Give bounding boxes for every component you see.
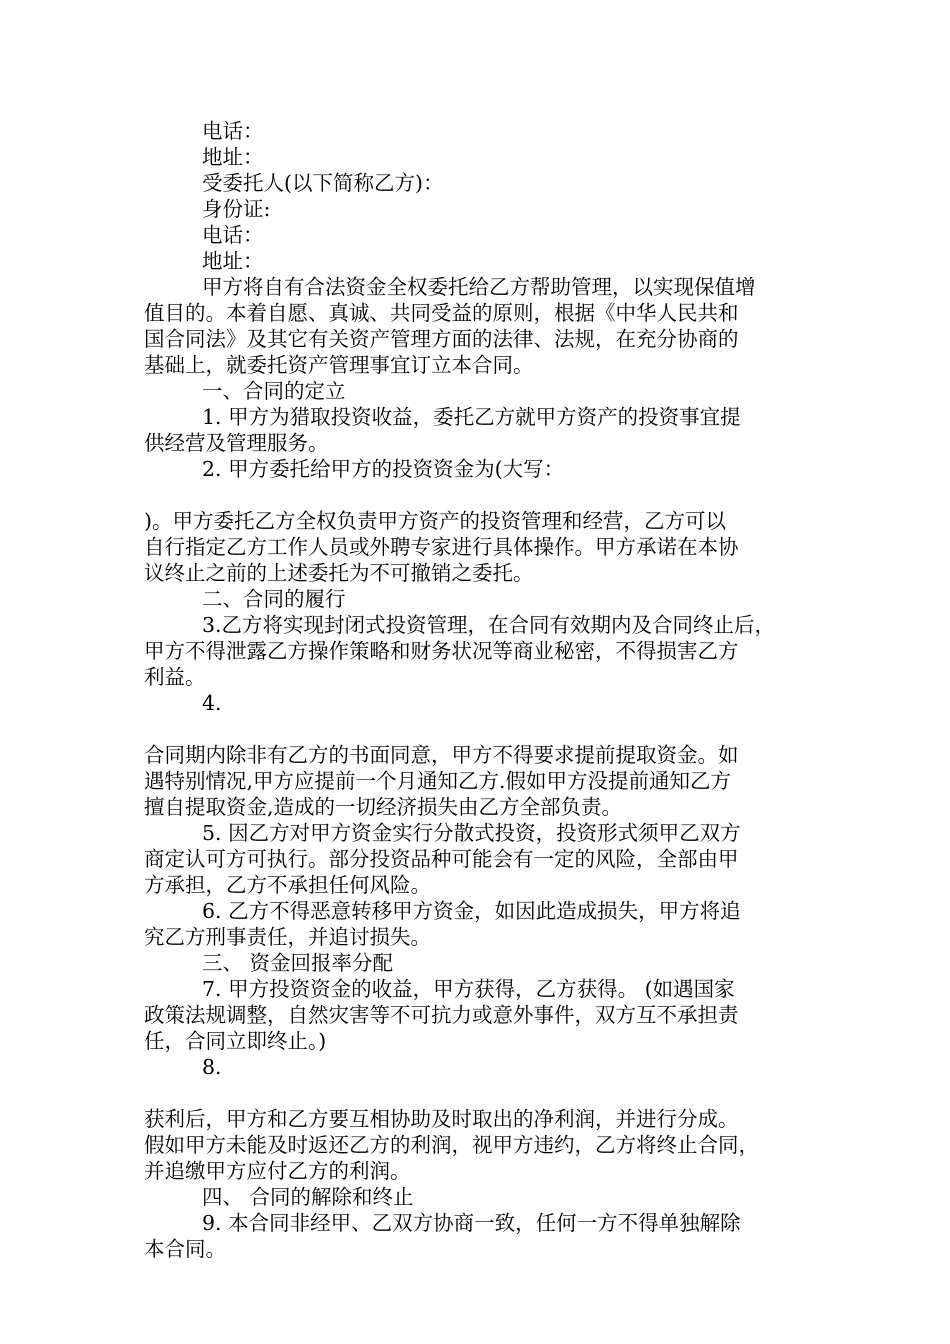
text-line: 7. 甲方投资资金的收益，甲方获得，乙方获得。 (如遇国家 <box>202 977 735 1001</box>
text-line: 三、 资金回报率分配 <box>202 951 394 975</box>
text-line: 4. <box>202 691 222 715</box>
text-line: 擅自提取资金,造成的一切经济损失由乙方全部负责。 <box>144 795 623 819</box>
text-line: 5. 因乙方对甲方资金实行分散式投资，投资形式须甲乙双方 <box>202 821 741 845</box>
text-line: 本合同。 <box>144 1237 226 1261</box>
text-line: 二、合同的履行 <box>202 587 346 611</box>
blank-line <box>144 1080 816 1106</box>
text-line: 值目的。本着自愿、真诚、共同受益的原则，根据《中华人民共和 <box>144 301 739 325</box>
text-line: 利益。 <box>144 665 206 689</box>
text-line: 究乙方刑事责任，并追讨损失。 <box>144 925 431 949</box>
text-line: 8. <box>202 1055 222 1079</box>
text-line: 基础上，就委托资产管理事宜订立本合同。 <box>144 353 534 377</box>
text-line: 并追缴甲方应付乙方的利润。 <box>144 1159 411 1183</box>
text-line: 国合同法》及其它有关资产管理方面的法律、法规，在充分协商的 <box>144 327 739 351</box>
text-line: 地址： <box>202 145 264 169</box>
text-line: 身份证: <box>202 197 271 221</box>
text-line: )。甲方委托乙方全权负责甲方资产的投资管理和经营，乙方可以 <box>144 509 726 533</box>
blank-line <box>144 716 816 742</box>
text-line: 政策法规调整，自然灾害等不可抗力或意外事件，双方互不承担责 <box>144 1003 739 1027</box>
blank-line <box>144 482 816 508</box>
text-line: 6. 乙方不得恶意转移甲方资金，如因此造成损失，甲方将追 <box>202 899 741 923</box>
text-line: 地址： <box>202 249 264 273</box>
text-line: 甲方不得泄露乙方操作策略和财务状况等商业秘密，不得损害乙方 <box>144 639 739 663</box>
text-line: 甲方将自有合法资金全权委托给乙方帮助管理，以实现保值增 <box>202 275 756 299</box>
text-line: 一、合同的定立 <box>202 379 346 403</box>
text-line: 3.乙方将实现封闭式投资管理，在合同有效期内及合同终止后， <box>202 613 776 637</box>
text-line: 9. 本合同非经甲、乙双方协商一致，任何一方不得单独解除 <box>202 1211 741 1235</box>
text-line: 任，合同立即终止。) <box>144 1029 327 1053</box>
text-line: 受委托人(以下简称乙方)： <box>202 171 444 195</box>
text-line: 商定认可方可执行。部分投资品种可能会有一定的风险，全部由甲 <box>144 847 739 871</box>
text-line: 合同期内除非有乙方的书面同意，甲方不得要求提前提取资金。如 <box>144 743 739 767</box>
document-page <box>144 118 816 1262</box>
text-line: 四、 合同的解除和终止 <box>202 1185 414 1209</box>
text-line: 1. 甲方为猎取投资收益，委托乙方就甲方资产的投资事宜提 <box>202 405 741 429</box>
text-line: 议终止之前的上述委托为不可撤销之委托。 <box>144 561 534 585</box>
text-line: 电话： <box>202 119 264 143</box>
text-line: 供经营及管理服务。 <box>144 431 329 455</box>
text-line: 获利后，甲方和乙方要互相协助及时取出的净利润，并进行分成。 <box>144 1107 739 1131</box>
text-line: 2. 甲方委托给甲方的投资资金为(大写： <box>202 457 565 481</box>
text-line: 方承担，乙方不承担任何风险。 <box>144 873 431 897</box>
text-line: 假如甲方未能及时返还乙方的利润，视甲方违约，乙方将终止合同， <box>144 1133 759 1157</box>
text-line: 自行指定乙方工作人员或外聘专家进行具体操作。甲方承诺在本协 <box>144 535 739 559</box>
text-line: 遇特别情况,甲方应提前一个月通知乙方.假如甲方没提前通知乙方 <box>144 769 732 793</box>
text-line: 电话： <box>202 223 264 247</box>
